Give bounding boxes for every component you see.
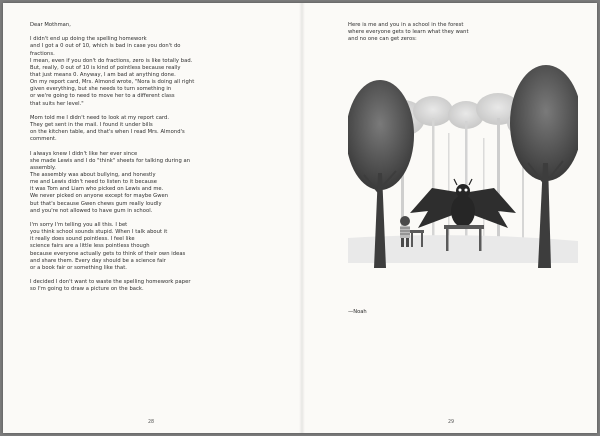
text-line: where everyone gets to learn what they want xyxy=(348,29,469,36)
text-line: it was Tom and Liam who picked on Lewis and me. xyxy=(30,186,164,193)
page-number-left: 28 xyxy=(148,420,155,425)
paragraph-gap xyxy=(30,215,285,222)
paragraph-gap xyxy=(30,108,285,115)
text-line: but that's because Gwen chews gum really loudly xyxy=(30,200,162,207)
text-line: so I'm going to draw a picture on the back. xyxy=(30,286,144,293)
text-line: Mom told me I didn't need to look at my report card. xyxy=(30,114,170,121)
text-line: I'm sorry I'm telling you all this. I bet xyxy=(30,221,128,228)
book-spread xyxy=(3,3,597,433)
text-line: or we're going to need to move her to a different class xyxy=(30,93,175,100)
paragraph-gap xyxy=(30,272,285,279)
text-line: They get sent in the mail. I found it under bills xyxy=(30,121,153,128)
text-line: and no one can get zeros: xyxy=(348,36,417,43)
mothman-figure xyxy=(410,179,516,228)
paragraph-gap xyxy=(30,29,285,36)
text-line: We never picked on anyone except for maybe Gwen xyxy=(30,193,169,200)
signature: —Noah xyxy=(348,309,367,315)
text-line: Dear Mothman, xyxy=(30,22,71,28)
caption-text xyxy=(348,22,578,43)
text-line: I mean, even if you don't do fractions, zero is like totally bad. xyxy=(30,57,193,64)
right-page xyxy=(300,3,597,433)
forest-school-drawing xyxy=(348,63,578,303)
text-line: on the kitchen table, and that's when I read Mrs. Almond's xyxy=(30,129,185,136)
text-line: Here is me and you in a school in the forest xyxy=(348,22,464,28)
text-line: that just means 0. Anyway, I am bad at anything done. xyxy=(30,71,176,78)
paragraph-gap xyxy=(30,143,285,150)
text-line: and you're not allowed to have gum in school. xyxy=(30,207,153,214)
text-line: and I got a 0 out of 10, which is bad in case you don't do xyxy=(30,43,181,50)
text-line: I decided I don't want to waste the spelling homework paper xyxy=(30,279,191,286)
page-number-right: 29 xyxy=(448,420,455,425)
text-line: I always knew I didn't like her ever since xyxy=(30,150,138,157)
text-line: comment. xyxy=(30,136,57,143)
text-line: that suits her level." xyxy=(30,100,84,107)
text-line: because everyone actually gets to think of their own ideas xyxy=(30,250,186,257)
text-line: I didn't end up doing the spelling homework xyxy=(30,36,147,43)
text-line: assembly. xyxy=(30,164,56,171)
left-page xyxy=(3,3,300,433)
text-line: or a book fair or something like that. xyxy=(30,264,127,271)
text-line: me and Lewis didn't need to listen to it because xyxy=(30,179,158,186)
text-line: fractions. xyxy=(30,50,55,57)
text-line: science fairs are a little less pointless though xyxy=(30,243,150,250)
text-line: and share them. Every day should be a science fair xyxy=(30,257,166,264)
text-line: you think school sounds stupid. When I talk about it xyxy=(30,229,168,236)
letter-text xyxy=(30,22,285,293)
text-line: But, really, 0 out of 10 is kind of pointless because really xyxy=(30,64,181,71)
text-line: On my report card, Mrs. Almond wrote, "Nora is doing all right xyxy=(30,79,195,86)
text-line: The assembly was about bullying, and honestly xyxy=(30,171,156,178)
text-line: she made Lewis and I do "think" sheets for talking during an xyxy=(30,157,191,164)
text-line: given everything, but she needs to turn something in xyxy=(30,86,172,93)
text-line: it really does sound pointless. I feel like xyxy=(30,236,135,243)
